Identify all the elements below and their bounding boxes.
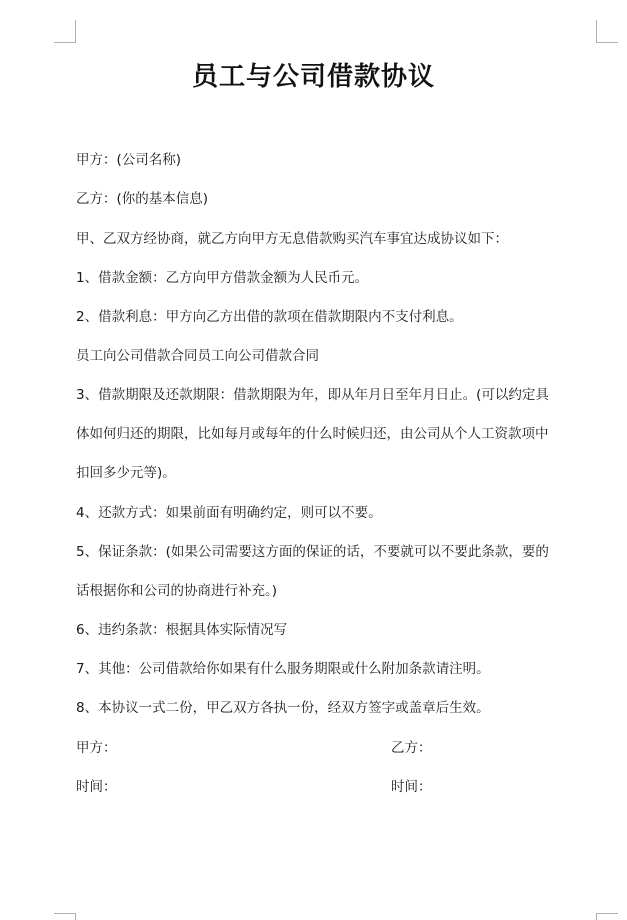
clause-line: 3、借款期限及还款期限：借款期限为年，即从年月日至年月日止。(可以约定具 (76, 387, 549, 403)
crop-mark (596, 913, 597, 920)
signature-party-b: 乙方： (391, 740, 432, 756)
clause-line: 7、其他：公司借款给你如果有什么服务期限或什么附加条款请注明。 (76, 661, 490, 677)
clause-line: 2、借款利息：甲方向乙方出借的款项在借款期限内不支付利息。 (76, 309, 463, 325)
signature-time-b: 时间： (391, 779, 432, 795)
crop-mark (75, 913, 76, 920)
intro-paragraph: 甲、乙双方经协商，就乙方向甲方无息借款购买汽车事宜达成协议如下： (76, 231, 508, 247)
clause-line: 体如何归还的期限，比如每月或每年的什么时候归还，由公司从个人工资款项中 (76, 426, 549, 442)
crop-mark (596, 20, 597, 43)
signature-time-a: 时间： (76, 779, 117, 795)
document-title: 员工与公司借款协议 (191, 62, 435, 92)
party-a-line: 甲方：(公司名称) (76, 152, 182, 168)
clause-line: 4、还款方式：如果前面有明确约定，则可以不要。 (76, 505, 382, 521)
clause-line: 员工向公司借款合同员工向公司借款合同 (76, 348, 319, 364)
crop-mark (75, 20, 76, 43)
clause-line: 话根据你和公司的协商进行补充。) (76, 583, 278, 599)
clause-line: 8、本协议一式二份，甲乙双方各执一份，经双方签字或盖章后生效。 (76, 700, 490, 716)
clause-line: 1、借款金额：乙方向甲方借款金额为人民币元。 (76, 270, 369, 286)
party-b-line: 乙方：(你的基本信息) (76, 191, 209, 207)
crop-mark (54, 913, 76, 914)
crop-mark (596, 42, 618, 43)
crop-mark (54, 42, 76, 43)
clause-line: 6、违约条款：根据具体实际情况写 (76, 622, 288, 638)
crop-mark (596, 913, 618, 914)
clause-line: 扣回多少元等)。 (76, 465, 176, 481)
clause-line: 5、保证条款：(如果公司需要这方面的保证的话，不要就可以不要此条款，要的 (76, 544, 549, 560)
signature-party-a: 甲方： (76, 740, 117, 756)
